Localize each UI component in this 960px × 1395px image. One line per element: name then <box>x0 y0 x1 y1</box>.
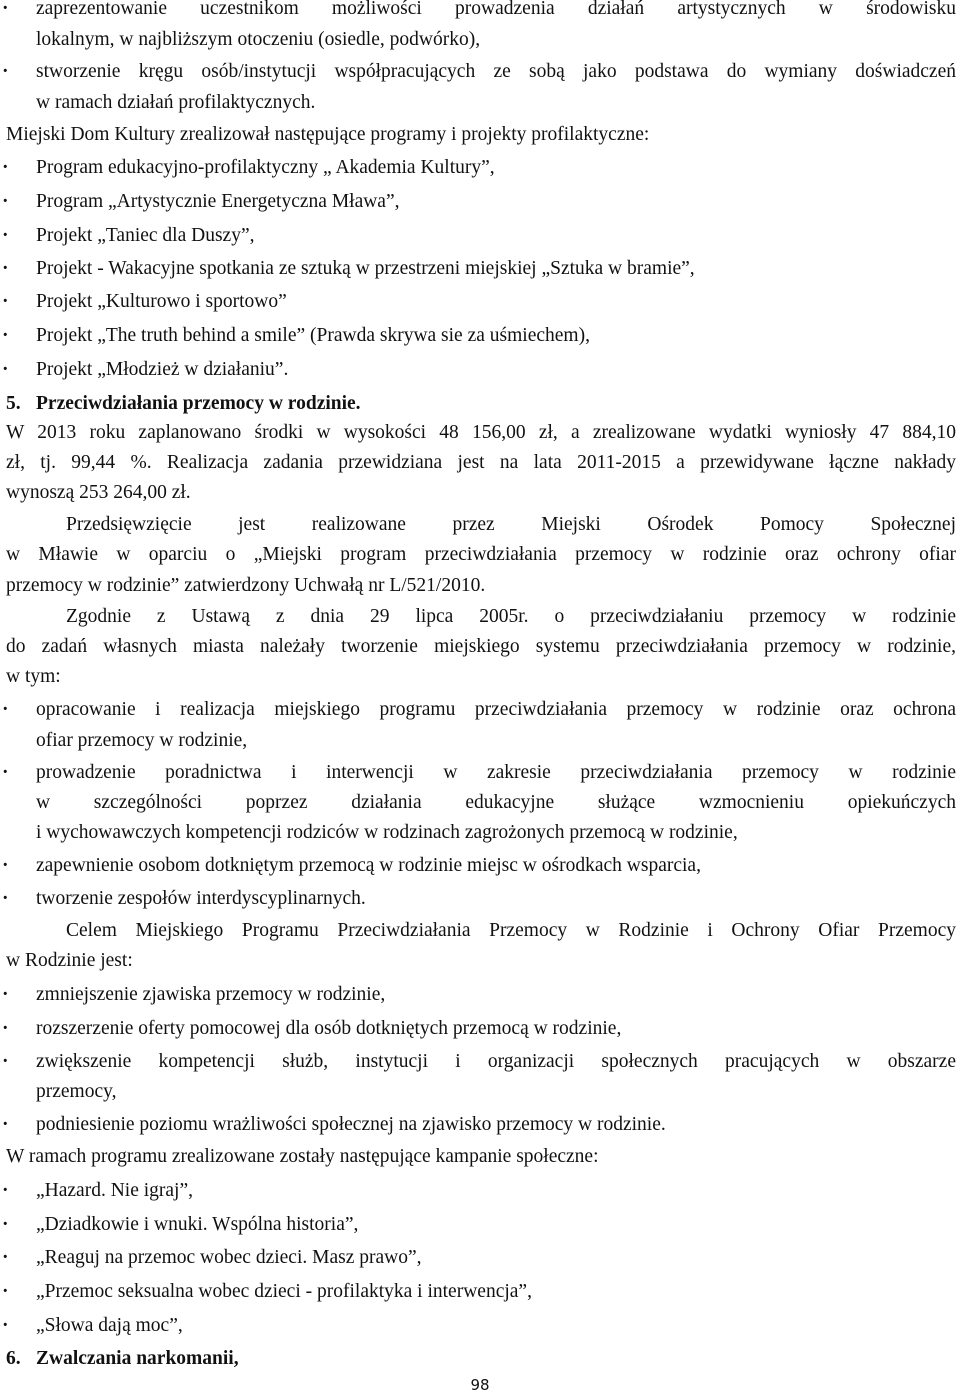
bullet-item: · „Hazard. Nie igraj”, <box>6 1179 956 1203</box>
bullet-item: · Projekt - Wakacyjne spotkania ze sztuką w przestrzeni miejskiej „Sztuka w bramie”, <box>6 257 956 281</box>
bullet-item: · zaprezentowanie uczestnikom możliwości prowadzenia działań artystycznych w środowisku <box>6 0 956 21</box>
bullet-item: · zwiększenie kompetencji służb, instytucji i organizacji społecznych pracujących w obszarze <box>6 1050 956 1074</box>
bullet-item: · podniesienie poziomu wrażliwości społecznej na zjawisko przemocy w rodzinie. <box>6 1113 956 1137</box>
paragraph-line: W 2013 roku zaplanowano środki w wysokości 48 156,00 zł, a zrealizowane wydatki wyniosły 47 884,10 <box>6 422 956 443</box>
paragraph-line: W ramach programu zrealizowane zostały następujące kampanie społeczne: <box>6 1146 599 1167</box>
paragraph-line: w Mławie w oparciu o „Miejski program przeciwdziałania przemocy w rodzinie oraz ochrony ofiar <box>6 544 956 565</box>
page-number: 98 <box>470 1376 490 1394</box>
bullet-item: · Program edukacyjno-profilaktyczny „ Akademia Kultury”, <box>6 156 956 180</box>
bullet-item: · Projekt „The truth behind a smile” (Prawda skrywa sie za uśmiechem), <box>6 324 956 348</box>
bullet-item: · opracowanie i realizacja miejskiego programu przeciwdziałania przemocy w rodzinie oraz ochrona <box>6 698 956 722</box>
bullet-item: · rozszerzenie oferty pomocowej dla osób dotkniętych przemocą w rodzinie, <box>6 1017 956 1041</box>
paragraph-line: do zadań własnych miasta należały tworzenie miejskiego systemu przeciwdziałania przemocy w rodzinie, <box>6 636 956 657</box>
section-title: Przeciwdziałania przemocy w rodzinie. <box>36 393 361 414</box>
bullet-item: · prowadzenie poradnictwa i interwencji w zakresie przeciwdziałania przemocy w rodzinie <box>6 761 956 785</box>
text-line: ofiar przemocy w rodzinie, <box>36 730 248 751</box>
paragraph-line: zł, tj. 99,44 %. Realizacja zadania przewidziana jest na lata 2011-2015 a przewidywane łączne nakłady <box>6 452 956 473</box>
bullet-item: · „Przemoc seksualna wobec dzieci - profilaktyka i interwencja”, <box>6 1280 956 1304</box>
paragraph-line: przemocy w rodzinie” zatwierdzony Uchwałą nr L/521/2010. <box>6 575 486 596</box>
bullet-item: · „Dziadkowie i wnuki. Wspólna historia”, <box>6 1213 956 1237</box>
bullet-item: · „Reaguj na przemoc wobec dzieci. Masz prawo”, <box>6 1246 956 1270</box>
section-heading-6 <box>6 1347 956 1371</box>
text-line: w ramach działań profilaktycznych. <box>36 92 316 113</box>
text-line: i wychowawczych kompetencji rodziców w rodzinach zagrożonych przemocą w rodzinie, <box>36 822 738 843</box>
bullet-item: · zmniejszenie zjawiska przemocy w rodzinie, <box>6 983 956 1007</box>
bullet-item: · Projekt „Młodzież w działaniu”. <box>6 358 956 382</box>
bullet-item: · Projekt „Kulturowo i sportowo” <box>6 290 956 314</box>
bullet-item: · „Słowa dają moc”, <box>6 1314 956 1338</box>
text-line: w szczególności poprzez działania edukacyjne służące wzmocnieniu opiekuńczych <box>36 792 956 813</box>
section-heading-5 <box>6 392 956 416</box>
section-title: Zwalczania narkomanii, <box>36 1348 239 1369</box>
bullet-item: · Projekt „Taniec dla Duszy”, <box>6 224 956 248</box>
paragraph-line: w tym: <box>6 666 61 687</box>
section-number: 5. <box>6 393 21 414</box>
paragraph-line: w Rodzinie jest: <box>6 950 133 971</box>
paragraph-line: Zgodnie z Ustawą z dnia 29 lipca 2005r. o przeciwdziałaniu przemocy w rodzinie <box>66 606 956 627</box>
bullet-item: · Program „Artystycznie Energetyczna Mława”, <box>6 190 956 214</box>
text-line: przemocy, <box>36 1081 117 1102</box>
bullet-item: · zapewnienie osobom dotkniętym przemocą w rodzinie miejsc w ośrodkach wsparcia, <box>6 854 956 878</box>
section-number: 6. <box>6 1348 21 1369</box>
bullet-item: · stworzenie kręgu osób/instytucji współpracujących ze sobą jako podstawa do wymiany doświadczeń <box>6 60 956 84</box>
paragraph-line: Miejski Dom Kultury zrealizował następujące programy i projekty profilaktyczne: <box>6 124 650 145</box>
paragraph-line: wynoszą 253 264,00 zł. <box>6 482 191 503</box>
paragraph-line: Przedsięwzięcie jest realizowane przez Miejski Ośrodek Pomocy Społecznej <box>66 514 956 535</box>
text-line: lokalnym, w najbliższym otoczeniu (osiedle, podwórko), <box>36 29 481 50</box>
bullet-item: · tworzenie zespołów interdyscyplinarnych. <box>6 887 956 911</box>
paragraph-line: Celem Miejskiego Programu Przeciwdziałania Przemocy w Rodzinie i Ochrony Ofiar Przemocy <box>66 920 956 941</box>
